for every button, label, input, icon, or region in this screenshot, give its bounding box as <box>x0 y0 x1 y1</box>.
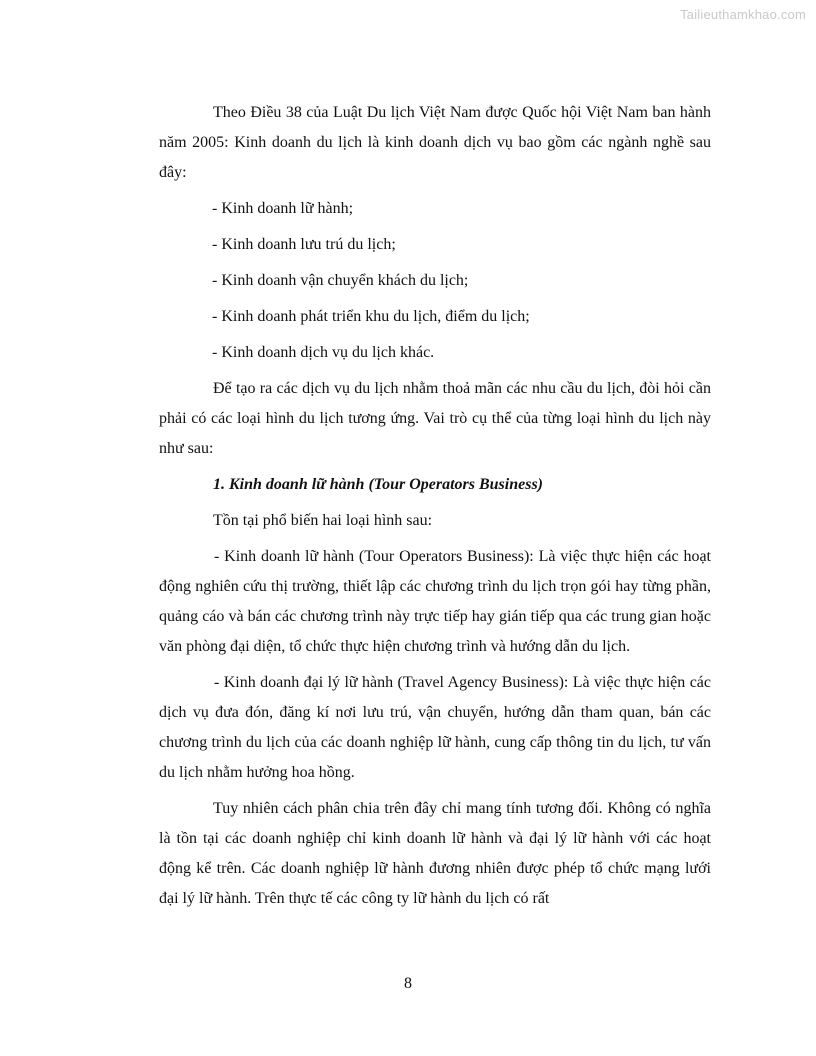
list-item: - Kinh doanh vận chuyển khách du lịch; <box>212 272 469 289</box>
paragraph-role: Để tạo ra các dịch vụ du lịch nhằm thoả mãn các nhu cầu du lịch, đòi hỏi cần phải có các loại hình du lịch tương ứng. Vai trò cụ thể của từng loại hình du lịch này như sau: <box>159 380 711 457</box>
paragraph-travel-agency: - Kinh doanh đại lý lữ hành (Travel Agency Business): Là việc thực hiện các dịch vụ đưa đón, đăng kí nơi lưu trú, vận chuyển, hướng dẫn tham quan, bán các chương trình du lịch của các doanh nghiệp lữ hành, cung cấp thông tin du lịch, tư vấn du lịch nhằm hưởng hoa hồng. <box>159 674 711 781</box>
paragraph-however: Tuy nhiên cách phân chia trên đây chỉ mang tính tương đối. Không có nghĩa là tồn tại các doanh nghiệp chỉ kinh doanh lữ hành và đại lý lữ hành với các hoạt động kể trên. Các doanh nghiệp lữ hành đương nhiên được phép tổ chức mạng lưới đại lý lữ hành. Trên thực tế các công ty lữ hành du lịch có rất <box>159 800 711 907</box>
business-list <box>159 194 711 368</box>
paragraph-exist: Tồn tại phổ biến hai loại hình sau: <box>213 512 433 529</box>
paragraph-tour-operator: - Kinh doanh lữ hành (Tour Operators Business): Là việc thực hiện các hoạt động nghiên cứu thị trường, thiết lập các chương trình du lịch trọn gói hay từng phần, quảng cáo và bán các chương trình này trực tiếp hay gián tiếp qua các trung gian hoặc văn phòng đại diện, tổ chức thực hiện chương trình và hướng dẫn du lịch. <box>159 548 711 655</box>
watermark: Tailieuthamkhao.com <box>680 7 806 22</box>
page-number: 8 <box>404 975 412 992</box>
list-item: - Kinh doanh lữ hành; <box>212 200 354 217</box>
list-item: - Kinh doanh phát triển khu du lịch, điểm du lịch; <box>212 308 530 325</box>
section-heading: 1. Kinh doanh lữ hành (Tour Operators Business) <box>213 476 543 493</box>
document-body <box>159 98 711 920</box>
list-item: - Kinh doanh dịch vụ du lịch khác. <box>212 344 435 361</box>
paragraph-intro: Theo Điều 38 của Luật Du lịch Việt Nam được Quốc hội Việt Nam ban hành năm 2005: Kinh doanh du lịch là kinh doanh dịch vụ bao gồm các ngành nghề sau đây: <box>159 104 711 181</box>
list-item: - Kinh doanh lưu trú du lịch; <box>212 236 396 253</box>
